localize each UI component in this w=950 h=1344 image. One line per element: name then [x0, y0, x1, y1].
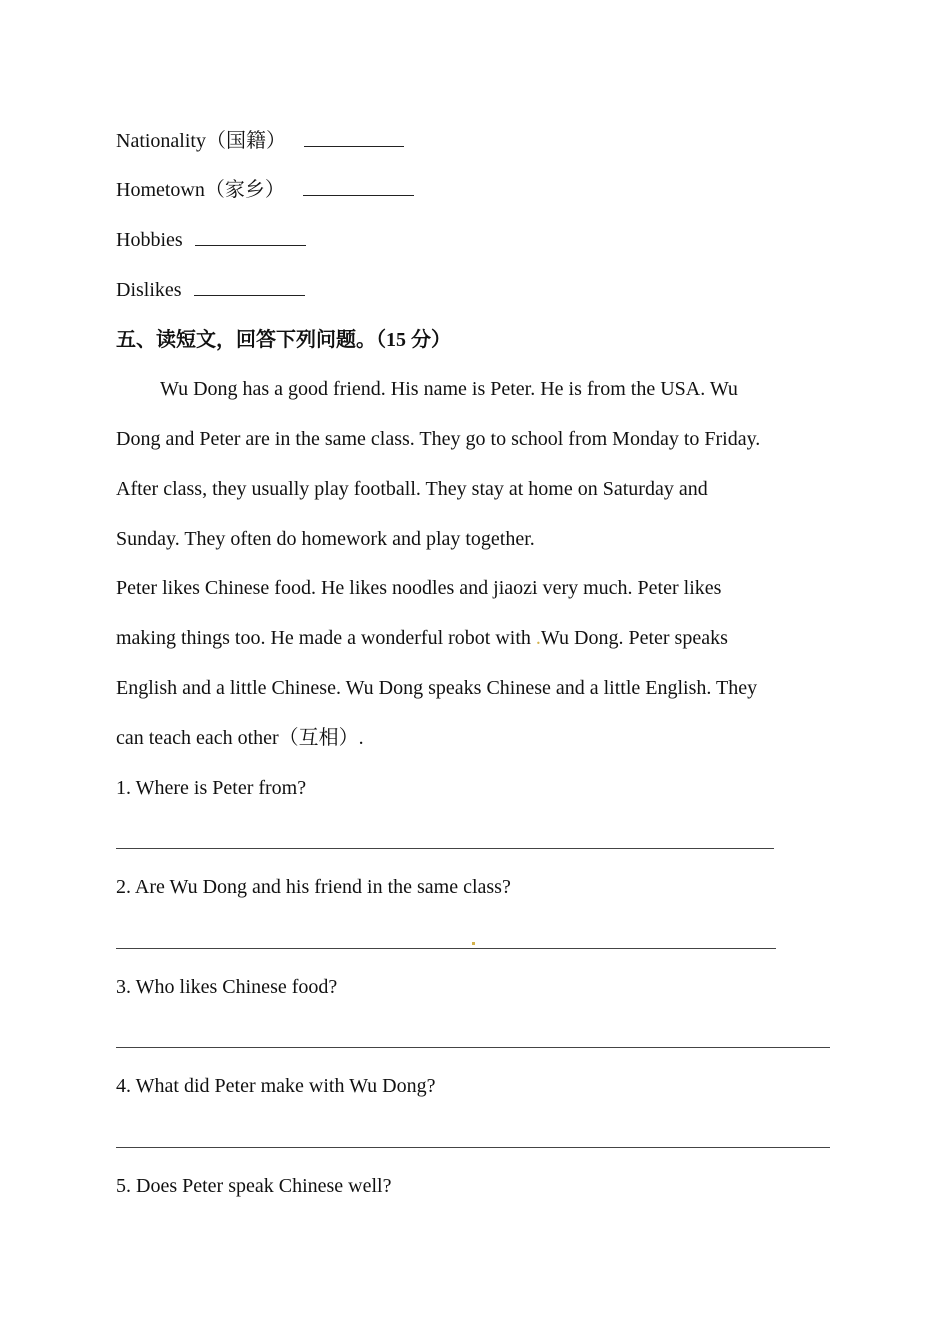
answer-line-2[interactable] [116, 948, 776, 949]
answer-line-3[interactable] [116, 1047, 830, 1048]
field-hobbies [116, 226, 306, 254]
passage-line [116, 624, 728, 652]
passage-line: Sunday. They often do homework and play together. [116, 528, 535, 550]
passage-line: English and a little Chinese. Wu Dong speaks Chinese and a little English. They [116, 677, 758, 699]
field-label: Hobbies [116, 229, 183, 251]
field-hometown [116, 176, 414, 204]
question-4: 4. What did Peter make with Wu Dong? [116, 1075, 436, 1097]
section-heading: 五、读短文，回答下列问题。（15 分） [116, 329, 451, 351]
passage-text: Wu Dong. Peter speaks [540, 627, 728, 649]
question-1: 1. Where is Peter from? [116, 777, 307, 799]
passage-text: making things too. He made a wonderful robot with [116, 627, 536, 649]
answer-line-4[interactable] [116, 1147, 830, 1148]
passage-line: After class, they usually play football. They stay at home on Saturday and [116, 478, 708, 500]
passage-line: can teach each other（互相）. [116, 727, 364, 749]
field-nationality [116, 127, 404, 155]
answer-line-1[interactable] [116, 848, 774, 849]
field-dislikes [116, 276, 305, 304]
answer-blank[interactable] [303, 177, 414, 196]
field-label: Dislikes [116, 279, 182, 301]
marker-dot [472, 942, 475, 945]
passage-line: Wu Dong has a good friend. His name is Peter. He is from the USA. Wu [160, 378, 738, 400]
field-label: Nationality（国籍） [116, 130, 286, 152]
answer-blank[interactable] [304, 128, 404, 147]
answer-blank[interactable] [195, 227, 306, 246]
highlight-dot: . [535, 627, 541, 649]
question-5: 5. Does Peter speak Chinese well? [116, 1175, 392, 1197]
answer-blank[interactable] [194, 277, 305, 296]
passage-line: Peter likes Chinese food. He likes noodles and jiaozi very much. Peter likes [116, 577, 722, 599]
question-2: 2. Are Wu Dong and his friend in the same class? [116, 876, 511, 898]
field-label: Hometown（家乡） [116, 179, 285, 201]
passage-line: Dong and Peter are in the same class. They go to school from Monday to Friday. [116, 428, 761, 450]
question-3: 3. Who likes Chinese food? [116, 976, 338, 998]
